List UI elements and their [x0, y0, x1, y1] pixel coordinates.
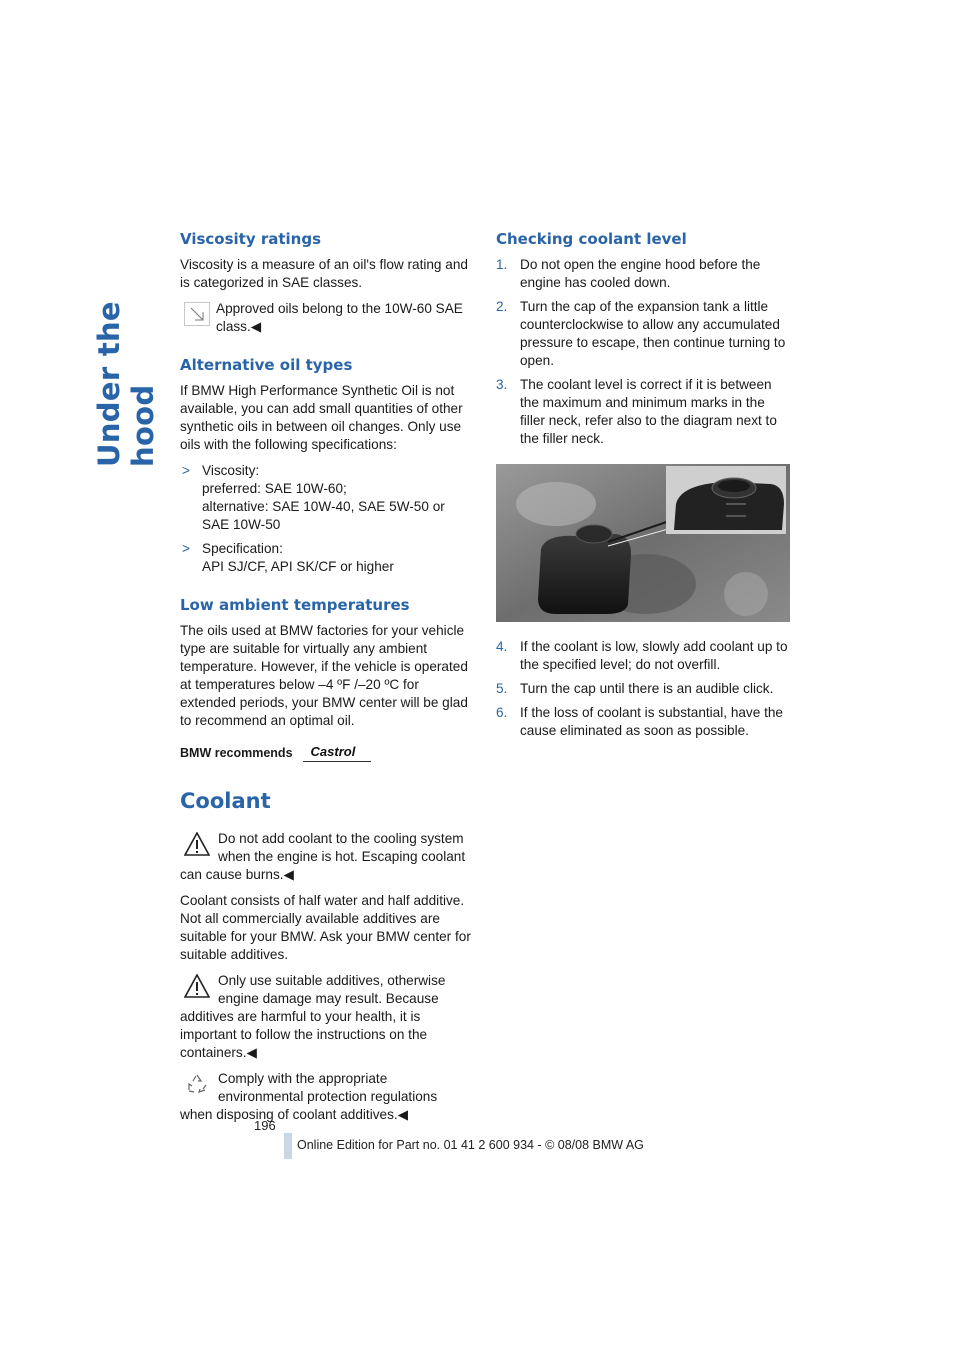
additives-warning-text: Only use suitable additives, otherwise engine damage may result. Because additives are harmful to your health, it is important to follow the instructions on the containers.◀: [180, 973, 446, 1060]
left-column: [180, 228, 472, 1132]
recommends-label: BMW recommends: [180, 746, 293, 760]
refill-steps-list: [496, 638, 788, 740]
checking-steps-list: [496, 256, 788, 448]
bullet-line: alternative: SAE 10W-40, SAE 5W-50 or SAE 10W-50: [202, 499, 445, 532]
step-number: 5.: [496, 681, 508, 696]
viscosity-note-text: Approved oils belong to the 10W-60 SAE class.◀: [216, 301, 463, 334]
bullet-line: preferred: SAE 10W-60;: [202, 481, 347, 496]
bmw-recommends: [180, 744, 472, 762]
step-number: 1.: [496, 257, 508, 272]
bullet-marker: >: [182, 463, 190, 478]
step-text: The coolant level is correct if it is between the maximum and minimum marks in the filler neck, refer also to the diagram next to the filler neck.: [520, 377, 777, 446]
list-item: [496, 680, 788, 698]
step-number: 6.: [496, 705, 508, 720]
castrol-logo: [303, 744, 371, 762]
coolant-warning-additives: [180, 972, 472, 1062]
step-text: If the loss of coolant is substantial, have the cause eliminated as soon as possible.: [520, 705, 783, 738]
list-item: [496, 638, 788, 674]
viscosity-note: [180, 300, 472, 336]
bullet-marker: >: [182, 541, 190, 556]
step-text: If the coolant is low, slowly add coolant up to the specified level; do not overfill.: [520, 639, 788, 672]
step-number: 2.: [496, 299, 508, 314]
coolant-warning-hot: [180, 830, 472, 884]
oil-spec-list: [180, 462, 472, 576]
footer-accent-bar: [284, 1133, 292, 1159]
warning-triangle-icon: [184, 974, 210, 998]
note-arrow-icon: [184, 302, 210, 326]
viscosity-heading: Viscosity ratings: [180, 230, 322, 248]
engine-bay-illustration: [496, 464, 790, 622]
page-number: 196: [254, 1118, 276, 1133]
side-section-title: Under the hood: [92, 301, 160, 467]
warning-triangle-icon: [184, 832, 210, 856]
list-item: [496, 256, 788, 292]
environment-note: [180, 1070, 472, 1124]
step-text: Do not open the engine hood before the engine has cooled down.: [520, 257, 761, 290]
step-number: 4.: [496, 639, 508, 654]
list-item: [496, 376, 788, 448]
list-item: [496, 704, 788, 740]
low-temp-text: The oils used at BMW factories for your vehicle type are suitable for virtually any ambient temperature. However, if the vehicle is operated at temperatures below –4 ºF /–20 ºC for extended periods, your BMW center will be glad to recommend an optimal oil.: [180, 623, 468, 728]
right-column: [496, 228, 788, 748]
bullet-line: Specification:: [202, 541, 283, 556]
footer-edition: Online Edition for Part no. 01 41 2 600 934 - © 08/08 BMW AG: [297, 1138, 644, 1152]
checking-coolant-heading: Checking coolant level: [496, 230, 687, 248]
recycle-icon: [184, 1072, 210, 1096]
alt-oil-heading: Alternative oil types: [180, 356, 353, 374]
coolant-warning-text: Do not add coolant to the cooling system when the engine is hot. Escaping coolant can cause burns.◀: [180, 831, 466, 882]
coolant-heading: Coolant: [180, 789, 271, 813]
alt-oil-text: If BMW High Performance Synthetic Oil is not available, you can add small quantities of other synthetic oils in between oil changes. Only use oils with the following specifications:: [180, 383, 463, 452]
step-text: Turn the cap of the expansion tank a little counterclockwise to allow any accumulated pressure to escape, then continue turning to open.: [520, 299, 786, 368]
coolant-text: Coolant consists of half water and half additive. Not all commercially available additives are suitable for your BMW. Ask your BMW center for suitable additives.: [180, 893, 471, 962]
viscosity-text: Viscosity is a measure of an oil's flow rating and is categorized in SAE classes.: [180, 257, 468, 290]
step-number: 3.: [496, 377, 508, 392]
bullet-line: API SJ/CF, API SK/CF or higher: [202, 559, 394, 574]
bullet-line: Viscosity:: [202, 463, 260, 478]
low-temp-heading: Low ambient temperatures: [180, 596, 410, 614]
list-item: [180, 540, 472, 576]
castrol-logo-text: Castrol: [310, 744, 356, 759]
list-item: [180, 462, 472, 534]
step-text: Turn the cap until there is an audible click.: [520, 681, 774, 696]
list-item: [496, 298, 788, 370]
coolant-expansion-tank-photo: [496, 464, 790, 622]
environment-note-text: Comply with the appropriate environmental protection regulations when disposing of coolant additives.◀: [180, 1071, 438, 1122]
